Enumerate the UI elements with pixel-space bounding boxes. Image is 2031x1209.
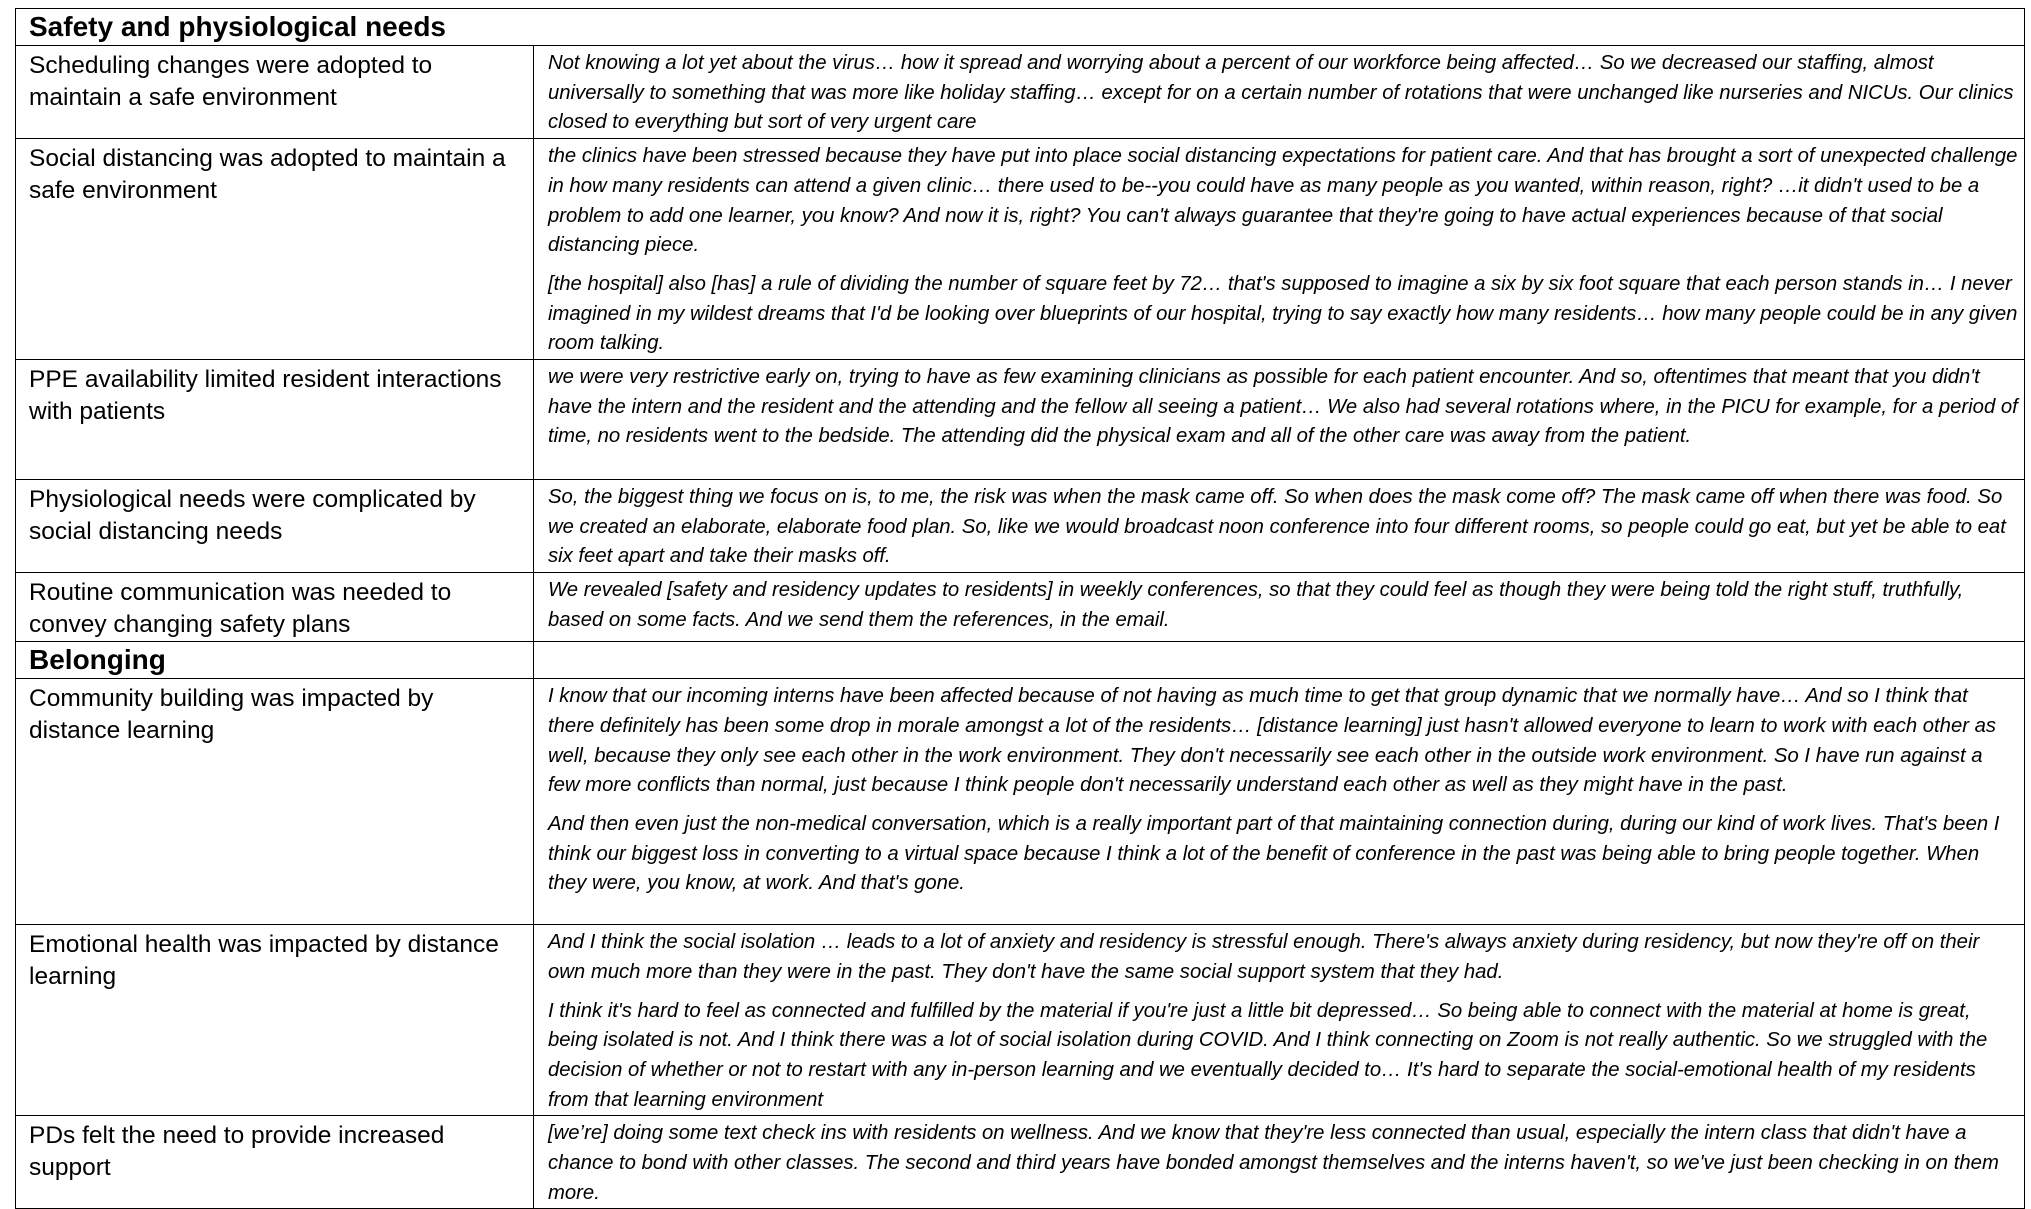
quote-cell: [534, 360, 2025, 480]
quote-cell: [534, 480, 2025, 573]
table-row: [16, 573, 2025, 642]
quote-cell: [534, 679, 2025, 925]
theme-cell: Emotional health was impacted by distance learning: [16, 925, 534, 1116]
quote-paragraph: And then even just the non-medical conversation, which is a really important part of that maintaining connection during, during our kind of work lives. That's been I think our biggest loss in converting to a virtual space because I think a lot of the benefit of conference in the past was being able to bring people together. When they were, you know, at work. And that's gone.: [548, 812, 2000, 895]
table-row: [16, 1116, 2025, 1209]
table-row: [16, 46, 2025, 139]
quote-cell: [534, 46, 2025, 139]
quote-paragraph: we were very restrictive early on, trying to have as few examining clinicians as possible for each patient encounter. And so, oftentimes that meant that you didn't have the intern and the resident and the attending and the fellow all seeing a patient… We also had several rotations where, in the PICU for example, for a period of time, no residents went to the bedside. The attending did the physical exam and all of the other care was away from the patient.: [548, 366, 2018, 448]
quote-cell: [534, 139, 2025, 360]
theme-cell: Social distancing was adopted to maintain a safe environment: [16, 139, 534, 360]
table-row: [16, 480, 2025, 573]
quote-cell: [534, 573, 2025, 642]
theme-cell: PPE availability limited resident interactions with patients: [16, 360, 534, 480]
section-header-row: [16, 9, 2025, 46]
table-row: [16, 925, 2025, 1116]
theme-cell: PDs felt the need to provide increased support: [16, 1116, 534, 1209]
quote-paragraph: [the hospital] also [has] a rule of dividing the number of square feet by 72… that's supposed to imagine a six by six foot square that each person stands in… I never imagined in my wildest dreams that I'd be looking over blueprints of our hospital, trying to say exactly how many residents… how many people could be in any given room talking.: [548, 272, 2018, 355]
quote-paragraph: And I think the social isolation … leads to a lot of anxiety and residency is stressful enough. There's always anxiety during residency, but now they're off on their own much more than they were in the past. They don't have the same social support system that they had.: [548, 931, 1980, 983]
quote-paragraph: I think it's hard to feel as connected and fulfilled by the material if you're just a little bit depressed… So being able to connect with the material at home is great, being isolated is not. And I think there was a lot of social isolation during COVID. And I think connecting on Zoom is not really authentic. So we struggled with the decision of whether or not to restart with any in-person learning and we eventually decided to… It's hard to separate the social-emotional health of my residents from that learning environment: [548, 999, 1988, 1111]
themes-table: [15, 8, 2025, 1209]
quote-paragraph: [we’re] doing some text check ins with residents on wellness. And we know that they're less connected than usual, especially the intern class that didn't have a chance to bond with other classes. The second and third years have bonded amongst themselves and the interns haven't, so we've just been checking in on them more.: [548, 1122, 1999, 1204]
theme-cell: Physiological needs were complicated by social distancing needs: [16, 480, 534, 573]
quote-paragraph: We revealed [safety and residency updates to residents] in weekly conferences, so that they could feel as though they were being told the right stuff, truthfully, based on some facts. And we send them the references, in the email.: [548, 579, 1964, 631]
section-heading: Belonging: [16, 642, 534, 679]
quote-paragraph: I know that our incoming interns have been affected because of not having as much time to get that group dynamic that we normally have… And so I think that there definitely has been some drop in morale amongst a lot of the residents… [distance learning] just hasn't allowed everyone to learn to work with each other as well, because they only see each other in the work environment. They don't necessarily see each other in the outside work environment. So I have run against a few more conflicts than normal, just because I think people don't necessarily understand each other as well as they might have in the past.: [548, 685, 1997, 797]
theme-cell: Community building was impacted by distance learning: [16, 679, 534, 925]
table-row: [16, 139, 2025, 360]
theme-cell: Routine communication was needed to convey changing safety plans: [16, 573, 534, 642]
quote-paragraph: the clinics have been stressed because they have put into place social distancing expectations for patient care. And that has brought a sort of unexpected challenge in how many residents can attend a given clinic… there used to be--you could have as many people as you wanted, within reason, right? …it didn't used to be a problem to add one learner, you know? And now it is, right? You can't always guarantee that they're going to have actual experiences because of that social distancing piece.: [548, 145, 2018, 257]
quote-cell: [534, 1116, 2025, 1209]
quote-paragraph: So, the biggest thing we focus on is, to me, the risk was when the mask came off. So when does the mask come off? The mask came off when there was food. So we created an elaborate, elaborate food plan. So, like we would broadcast noon conference into four different rooms, so people could go eat, but yet be able to eat six feet apart and take their masks off.: [548, 486, 2006, 568]
quote-cell: [534, 925, 2025, 1116]
table-row: [16, 679, 2025, 925]
quote-paragraph: Not knowing a lot yet about the virus… how it spread and worrying about a percent of our workforce being affected… So we decreased our staffing, almost universally to something that was more like holiday staffing… except for on a certain number of rotations that were unchanged like nurseries and NICUs. Our clinics closed to everything but sort of very urgent care: [548, 52, 2014, 134]
theme-cell: Scheduling changes were adopted to maintain a safe environment: [16, 46, 534, 139]
section-header-row: [16, 642, 2025, 679]
empty-cell: [534, 642, 2025, 679]
section-heading: Safety and physiological needs: [16, 9, 2025, 46]
table-row: [16, 360, 2025, 480]
